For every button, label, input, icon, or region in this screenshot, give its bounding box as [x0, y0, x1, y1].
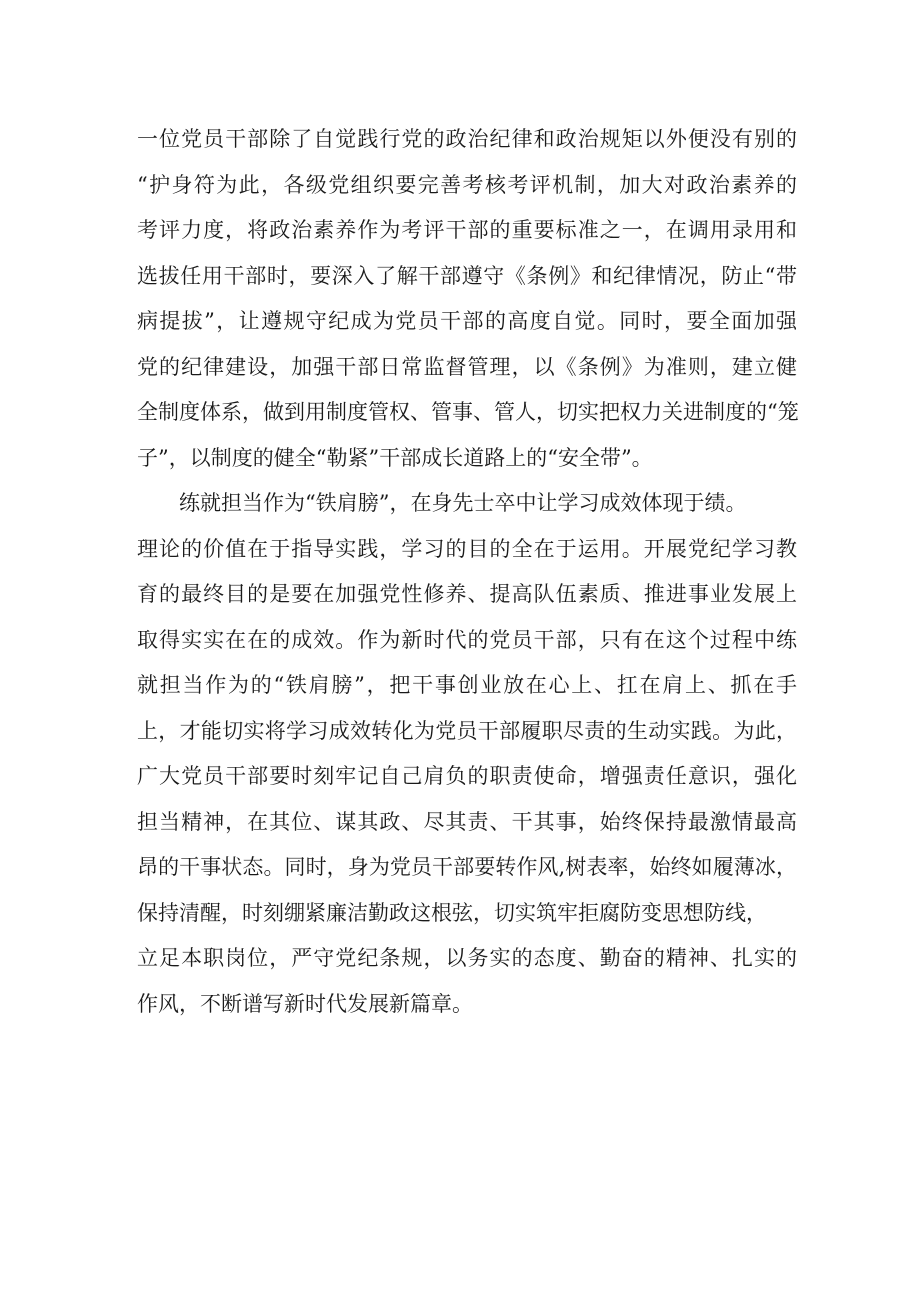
text-line: “护身符为此，各级党组织要完善考核考评机制，加大对政治素养的 — [137, 172, 797, 197]
text-line: 取得实实在在的成效。作为新时代的党员干部，只有在这个过程中练 — [137, 627, 797, 652]
paragraph — [137, 117, 797, 481]
text-line: 广大党员干部要时刻牢记自己肩负的职责使命，增强责任意识，强化 — [137, 764, 797, 788]
text-line: 病提拔”，让遵规守纪成为党员干部的高度自觉。同时，要全面加强 — [137, 309, 797, 333]
text-line: 选拔任用干部时，要深入了解干部遵守《条例》和纪律情况，防止“带 — [137, 263, 797, 288]
text-line: 作风，不断谱写新时代发展新篇章。 — [137, 991, 473, 1016]
text-line: 子”，以制度的健全“勒紧”干部成长道路上的“安全带”。 — [137, 445, 653, 470]
text-line: 党的纪律建设，加强干部日常监督管理，以《条例》为准则，建立健 — [137, 354, 797, 379]
text-line: 全制度体系，做到用制度管权、管事、管人，切实把权力关进制度的“笼 — [137, 400, 799, 424]
text-line: 担当精神，在其位、谋其政、尽其责、干其事，始终保持最激情最高 — [137, 809, 797, 834]
text-line: 练就担当作为“铁肩膀”，在身先士卒中让学习成效体现于绩。 — [137, 491, 747, 515]
text-line: 上，才能切实将学习成效转化为党员干部履职尽责的生动实践。为此， — [137, 718, 797, 743]
text-line: 昂的干事状态。同时，身为党员干部要转作风,树表率，始终如履薄冰， — [137, 855, 797, 879]
text-line: 一位党员干部除了自觉践行党的政治纪律和政治规矩以外便没有别的 — [137, 127, 797, 151]
text-line: 立足本职岗位，严守党纪条规，以务实的态度、勤奋的精神、扎实的 — [137, 946, 797, 970]
text-line: 考评力度，将政治素养作为考评干部的重要标准之一，在调用录用和 — [137, 218, 797, 242]
paragraph — [137, 481, 797, 1027]
text-line: 就担当作为的“铁肩膀”，把干事创业放在心上、扛在肩上、抓在手 — [137, 673, 797, 697]
document-body — [137, 117, 797, 1027]
text-line: 育的最终目的是要在加强党性修养、提高队伍素质、推进事业发展上 — [137, 582, 797, 606]
text-line: 理论的价值在于指导实践，学习的目的全在于运用。开展党纪学习教 — [137, 536, 797, 561]
text-line: 保持清醒，时刻绷紧廉洁勤政这根弦，切实筑牢拒腐防变思想防线， — [137, 900, 767, 925]
